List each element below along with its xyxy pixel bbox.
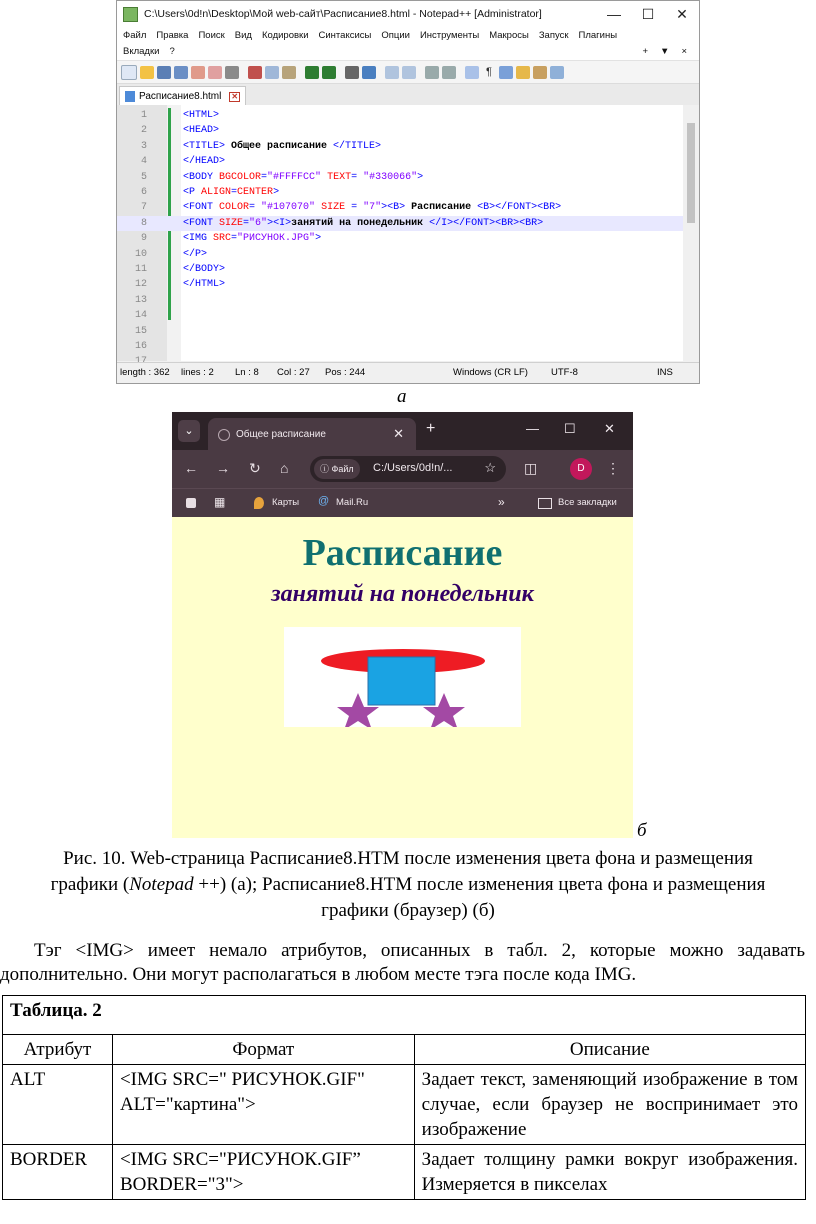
zoom-out-icon[interactable] xyxy=(402,66,416,79)
table-row xyxy=(3,1065,806,1145)
bookmark-star-icon[interactable]: ☆ xyxy=(484,460,496,475)
extensions-icon[interactable]: ◫ xyxy=(524,460,538,476)
code-text: <BODY BGCOLOR="#FFFFCC" TEXT= "#330066"> xyxy=(183,171,424,183)
browser-tab-title: Общее расписание xyxy=(236,429,326,440)
find-icon[interactable] xyxy=(345,66,359,79)
reload-icon[interactable]: ↻ xyxy=(249,460,261,476)
figure-caption-text: Рис. 10. Web-страница Расписание8.HTM после изменения цвета фона и размещения графики (Notepad ++) (а); Расписание8.HTM после изменения цвета фона и размещения графики (браузер) (б) xyxy=(50,848,766,921)
code-line[interactable] xyxy=(117,154,683,169)
status-col: Col : 27 xyxy=(277,367,310,378)
code-text: <HTML> xyxy=(183,110,220,121)
header-attribute: Атрибут xyxy=(3,1035,113,1065)
line-number: 16 xyxy=(134,341,147,352)
code-line[interactable] xyxy=(117,308,683,323)
status-length: length : 362 xyxy=(120,367,170,378)
home-icon[interactable]: ⌂ xyxy=(280,460,289,476)
notepad-menubar xyxy=(117,27,699,43)
menu-syntax[interactable]: Синтаксисы xyxy=(318,29,372,41)
browser-navbar xyxy=(172,450,633,488)
tab-close-icon[interactable]: ✕ xyxy=(231,91,239,101)
menu-search[interactable]: Поиск xyxy=(198,29,225,41)
url-text: C:/Users/0d!n/... xyxy=(373,462,453,474)
code-line[interactable] xyxy=(117,293,683,308)
line-number: 15 xyxy=(134,325,147,337)
pilcrow-icon[interactable]: ¶ xyxy=(486,65,492,78)
status-mode: INS xyxy=(657,367,673,378)
folder-icon xyxy=(538,498,552,509)
code-line[interactable] xyxy=(117,262,683,277)
code-text: </HTML> xyxy=(183,279,226,291)
more-bookmarks-icon[interactable]: » xyxy=(498,495,505,509)
code-line[interactable] xyxy=(117,247,683,262)
notepadpp-window xyxy=(116,0,700,384)
attributes-table xyxy=(2,995,806,1200)
scrollbar-thumb[interactable] xyxy=(687,123,695,223)
undo-icon[interactable] xyxy=(305,66,319,79)
function-list-icon[interactable] xyxy=(550,66,564,79)
line-number: 14 xyxy=(134,310,147,322)
code-text: <IMG SRC="РИСУНОК.JPG"> xyxy=(183,233,322,245)
code-line[interactable] xyxy=(117,139,683,154)
maps-pin-icon xyxy=(254,497,264,509)
tab-raspisanie8[interactable] xyxy=(119,86,246,106)
page-heading: Расписание xyxy=(302,532,503,574)
code-text: </P> xyxy=(183,248,208,260)
code-editor[interactable] xyxy=(117,105,699,361)
menu-kebab-icon[interactable]: ⋮ xyxy=(606,460,620,476)
cell-attribute: BORDER xyxy=(3,1145,113,1200)
print-icon[interactable] xyxy=(225,66,239,79)
file-chip-label: Файл xyxy=(331,464,354,474)
line-number: 3 xyxy=(140,140,147,152)
indent-guide-icon[interactable] xyxy=(499,66,513,79)
menu-run[interactable]: Запуск xyxy=(538,29,569,41)
code-line[interactable] xyxy=(117,108,683,123)
tab-search-icon[interactable]: ⌄ xyxy=(178,420,200,442)
sync-h-icon[interactable] xyxy=(442,66,456,79)
code-line[interactable] xyxy=(117,216,683,231)
close-icon[interactable]: ✕ xyxy=(676,5,688,22)
replace-icon[interactable] xyxy=(362,66,376,79)
code-line[interactable] xyxy=(117,231,683,246)
line-number: 12 xyxy=(134,279,147,291)
cell-attribute: ALT xyxy=(3,1065,113,1145)
paste-icon[interactable] xyxy=(282,66,296,79)
paragraph-line-2: дополнительно. Они могут располагаться в любом месте тэга после кода IMG. xyxy=(0,964,637,985)
menu-file[interactable]: Файл xyxy=(123,29,147,41)
notepad-statusbar xyxy=(117,362,699,383)
bookmark-mailru[interactable]: Mail.Ru xyxy=(336,497,369,508)
menu-help[interactable]: ? xyxy=(169,46,175,57)
tab-close-icon[interactable]: ✕ xyxy=(393,426,404,441)
code-line[interactable] xyxy=(117,200,683,215)
copy-icon[interactable] xyxy=(265,66,279,79)
code-text: <P ALIGN=CENTER> xyxy=(183,187,280,198)
save-icon[interactable] xyxy=(157,66,171,79)
figure-label-a: а xyxy=(397,386,407,407)
menu-tools[interactable]: Инструменты xyxy=(419,29,480,41)
header-description: Описание xyxy=(414,1035,805,1065)
forward-icon[interactable]: → xyxy=(216,460,230,476)
line-number: 6 xyxy=(140,187,147,198)
back-icon[interactable]: ← xyxy=(184,460,198,476)
menu-encoding[interactable]: Кодировки xyxy=(261,29,309,41)
line-number: 10 xyxy=(134,248,147,260)
browser-window xyxy=(172,412,633,838)
table-row xyxy=(3,1145,806,1200)
code-line[interactable] xyxy=(117,123,683,138)
maximize-icon[interactable]: ☐ xyxy=(564,421,576,436)
page-subheading: занятий на понедельник xyxy=(271,581,534,607)
header-format: Формат xyxy=(112,1035,414,1065)
code-line[interactable] xyxy=(117,324,683,339)
cut-icon[interactable] xyxy=(248,66,262,79)
close-all-icon[interactable] xyxy=(208,66,222,79)
save-all-icon[interactable] xyxy=(174,66,188,79)
word-wrap-icon[interactable] xyxy=(465,66,479,79)
all-bookmarks[interactable]: Все закладки xyxy=(558,497,617,508)
browser-tabstrip xyxy=(172,412,633,450)
zoom-in-icon[interactable] xyxy=(385,66,399,79)
browser-tab[interactable] xyxy=(208,418,416,450)
close-file-icon[interactable] xyxy=(191,66,205,79)
line-number: 5 xyxy=(140,171,147,183)
notepad-toolbar xyxy=(117,60,699,84)
line-number: 13 xyxy=(134,294,147,306)
line-number: 11 xyxy=(134,264,147,275)
lang-icon[interactable] xyxy=(516,66,530,79)
table-caption: Таблица. 2 xyxy=(3,996,806,1035)
menu-view[interactable]: Вид xyxy=(234,29,252,41)
code-line[interactable] xyxy=(117,277,683,292)
new-file-icon[interactable] xyxy=(121,65,137,80)
figure-label-b: б xyxy=(637,820,647,841)
tab-list-button[interactable]: ▼ xyxy=(660,46,670,57)
redo-icon[interactable] xyxy=(322,66,336,79)
page-viewport xyxy=(172,517,633,838)
apps-grid-icon[interactable]: ▦ xyxy=(214,495,226,509)
checkbox-icon[interactable] xyxy=(186,498,196,508)
status-ln: Ln : 8 xyxy=(235,367,259,378)
status-eol[interactable]: Windows (CR LF) xyxy=(453,367,528,378)
code-text: <FONT SIZE="6"><I>занятий на понедельник </I></FONT><BR><BR> xyxy=(183,217,544,229)
globe-icon xyxy=(218,429,230,441)
code-line[interactable] xyxy=(117,339,683,354)
vertical-scrollbar[interactable] xyxy=(683,105,699,361)
open-file-icon[interactable] xyxy=(140,66,154,79)
code-text: <FONT COLOR= "#107070" SIZE = "7"><B> Расписание <B></FONT><BR> xyxy=(183,202,562,214)
notepadpp-app-icon xyxy=(123,7,138,22)
line-number: 7 xyxy=(140,202,147,214)
notepad-titlebar xyxy=(117,1,699,27)
maximize-icon[interactable]: ☐ xyxy=(641,5,655,22)
tab-label: Расписание8.html xyxy=(139,91,222,102)
menu-edit[interactable]: Правка xyxy=(156,29,189,41)
menu-options[interactable]: Опции xyxy=(381,29,410,41)
cell-format: <IMG SRC=" РИСУНОК.GIF" ALT="картина"> xyxy=(112,1065,414,1145)
paragraph-line-1: Тэг <IMG> имеет немало атрибутов, описанных в табл. 2, которые можно задавать xyxy=(34,940,805,961)
bookmark-maps[interactable]: Карты xyxy=(272,497,300,508)
line-number: 4 xyxy=(140,156,147,168)
code-text: <TITLE> Общее расписание </TITLE> xyxy=(183,140,382,152)
page-image xyxy=(284,627,521,727)
file-chip[interactable]: ⓘ Файл xyxy=(314,459,360,479)
code-text: </BODY> xyxy=(183,264,226,275)
cell-description: Задает толщину рамки вокруг изображения. Измеряется в пикселах xyxy=(414,1145,805,1200)
mailru-at-icon: @ xyxy=(318,495,330,507)
sync-v-icon[interactable] xyxy=(425,66,439,79)
address-bar[interactable] xyxy=(310,456,506,482)
code-text: </HEAD> xyxy=(183,156,226,168)
notepad-menubar-2 xyxy=(117,43,699,60)
close-icon[interactable]: ✕ xyxy=(604,421,615,436)
code-line[interactable] xyxy=(117,185,683,200)
doc-map-icon[interactable] xyxy=(533,66,547,79)
line-number: 9 xyxy=(140,233,147,245)
bookmarks-bar xyxy=(172,488,633,517)
menu-macros[interactable]: Макросы xyxy=(489,29,529,41)
line-number: 2 xyxy=(140,125,147,137)
minimize-icon[interactable]: — xyxy=(526,421,539,436)
code-line[interactable] xyxy=(117,170,683,185)
file-icon xyxy=(125,91,135,102)
profile-avatar[interactable]: D xyxy=(570,458,592,480)
status-pos: Pos : 244 xyxy=(325,367,366,378)
figure-caption xyxy=(0,846,816,924)
notepad-tabbar xyxy=(117,84,699,107)
line-number: 1 xyxy=(140,110,147,121)
menu-tabs[interactable]: Вкладки xyxy=(123,46,160,57)
menu-plugins[interactable]: Плагины xyxy=(578,29,618,41)
cell-description: Задает текст, заменяющий изображение в том случае, если браузер не воспринимает это изображение xyxy=(414,1065,805,1145)
status-encoding[interactable]: UTF-8 xyxy=(551,367,578,378)
close-tab-button[interactable]: × xyxy=(681,46,687,57)
hat-and-stars-picture xyxy=(284,627,521,727)
cell-format: <IMG SRC="РИСУНОК.GIF” BORDER="3"> xyxy=(112,1145,414,1200)
minimize-icon[interactable]: — xyxy=(607,6,621,22)
new-tab-icon[interactable]: + xyxy=(426,420,436,437)
code-text: <HEAD> xyxy=(183,125,220,137)
new-tab-button[interactable]: + xyxy=(642,46,649,57)
notepad-title: C:\Users\0d!n\Desktop\Мой web-сайт\Расписание8.html - Notepad++ [Administrator] xyxy=(144,8,542,20)
status-lines: lines : 2 xyxy=(181,367,214,378)
line-number: 8 xyxy=(140,217,147,229)
